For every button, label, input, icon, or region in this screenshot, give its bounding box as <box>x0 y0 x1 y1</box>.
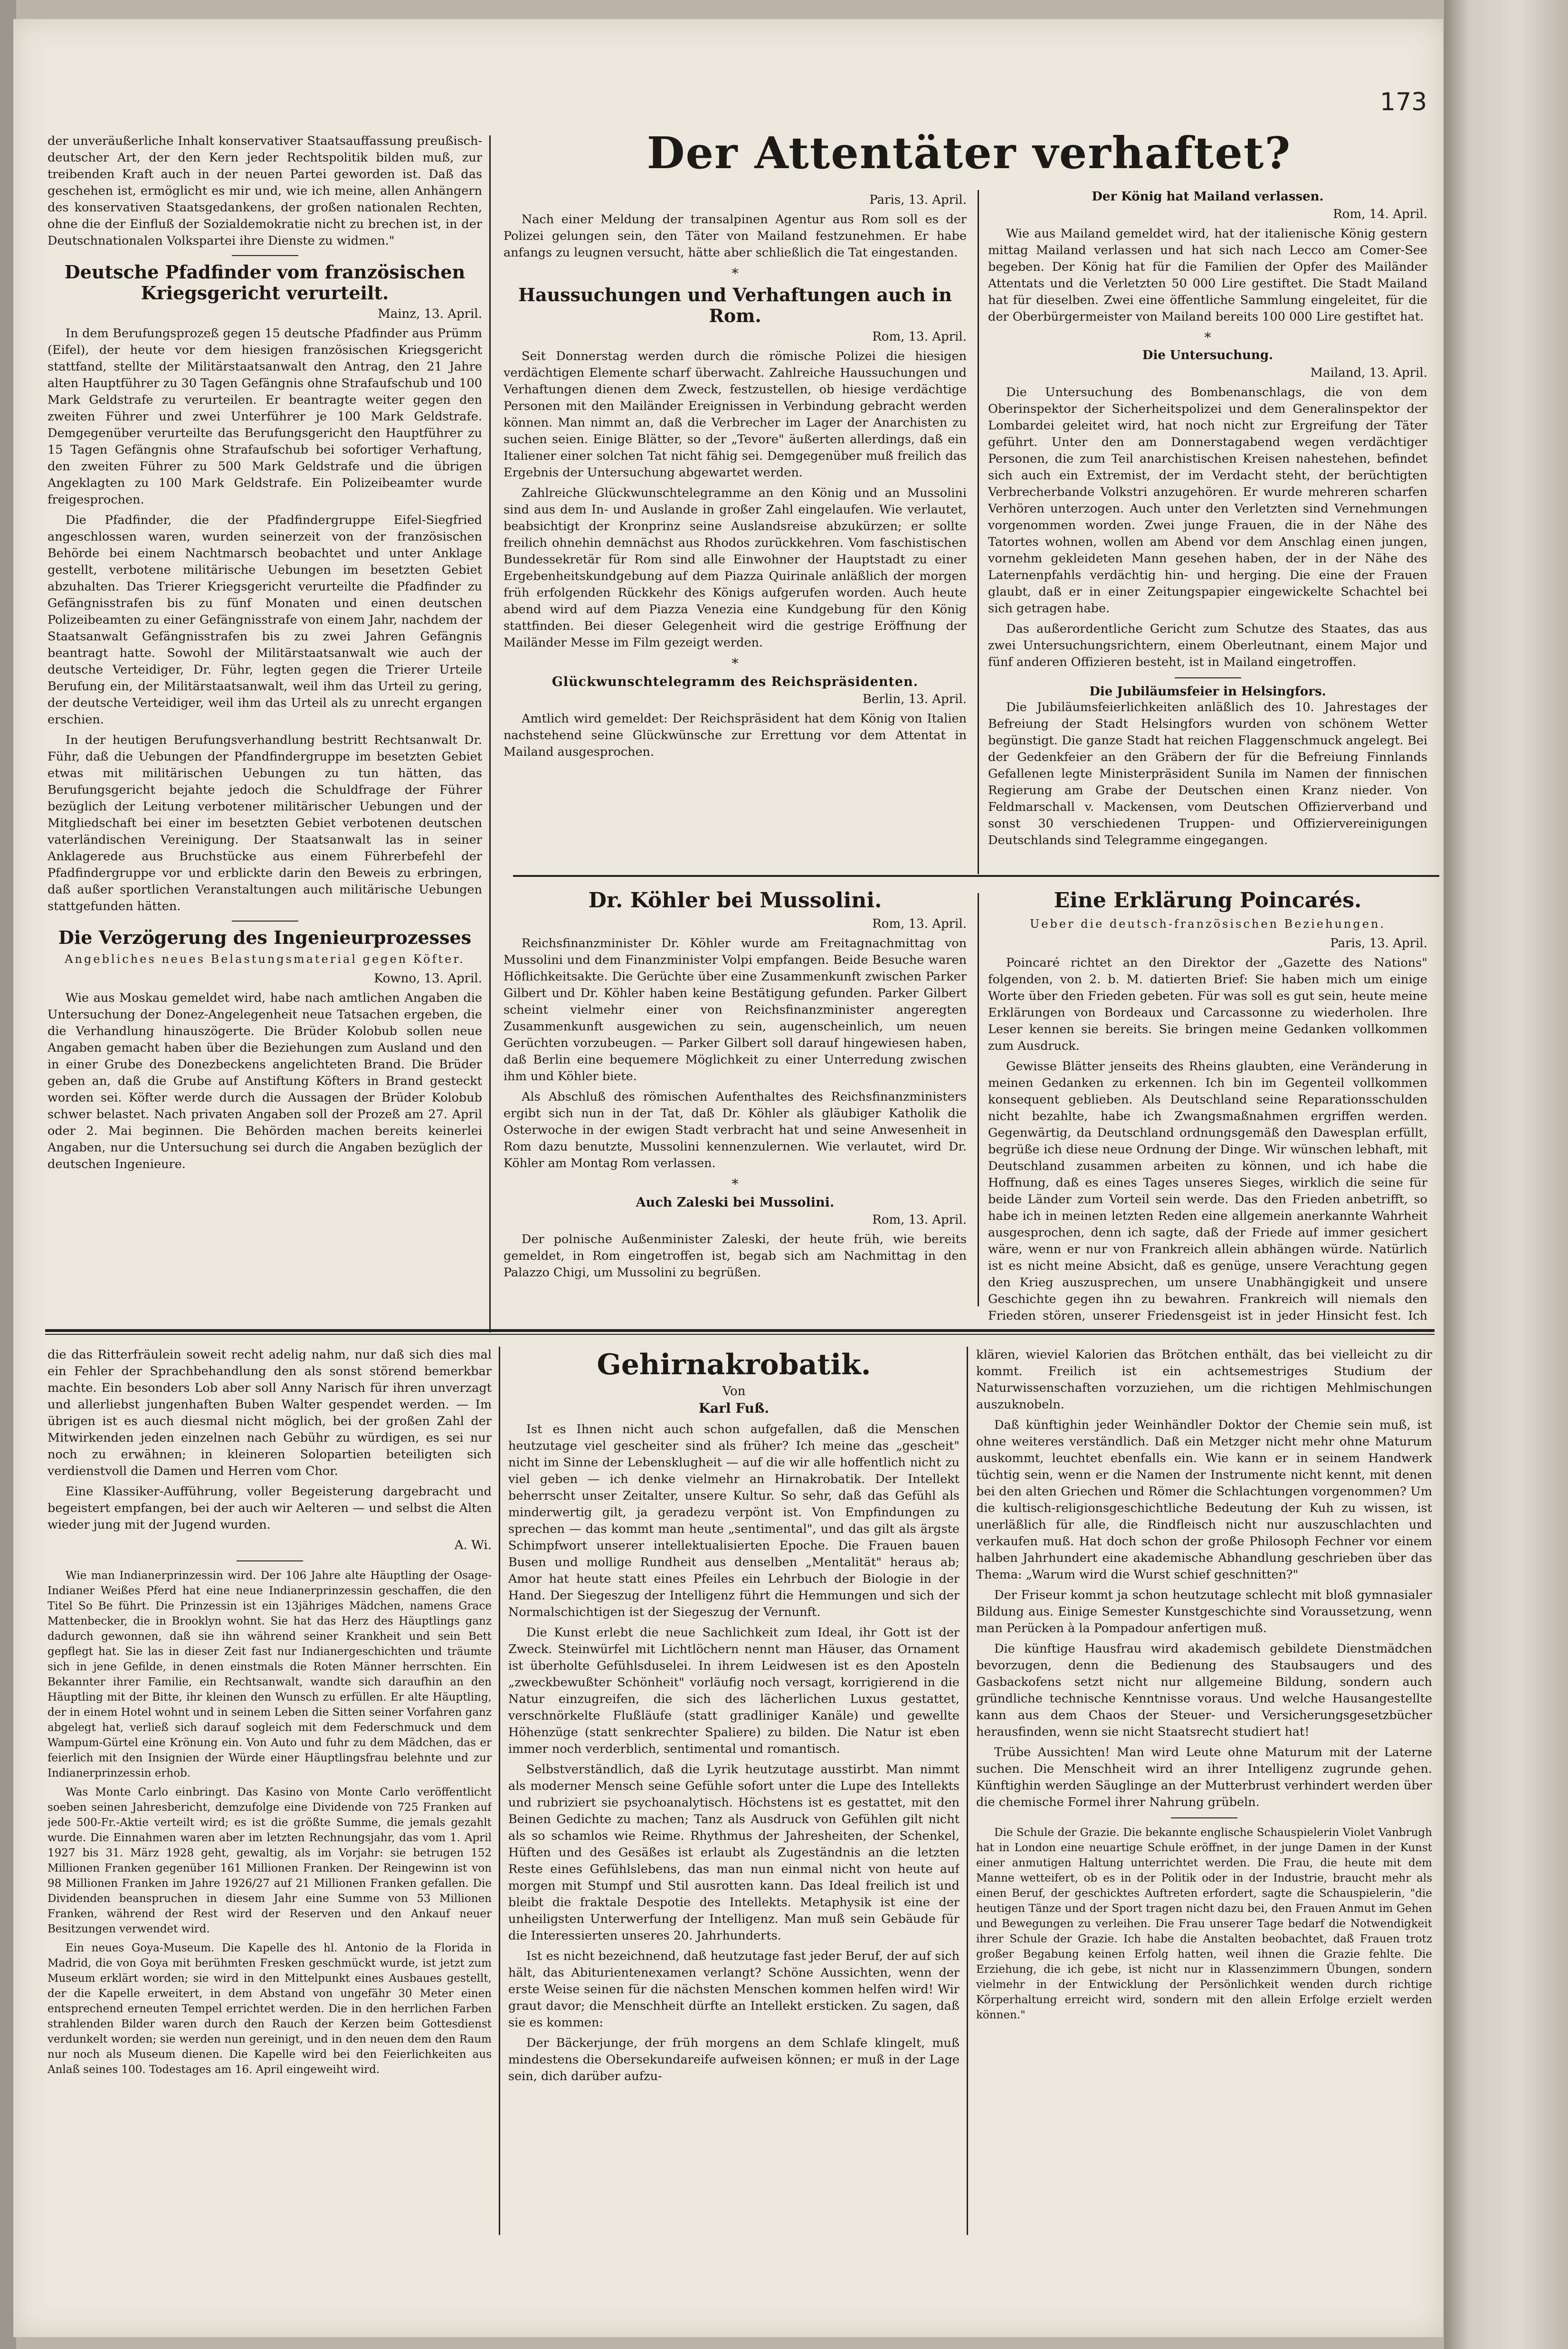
paragraph: Ist es Ihnen nicht auch schon aufgefallen, daß die Menschen heutzutage viel gescheiter sind als früher? Ich meine das „gescheit" nicht im Sinne der Lebensklugheit — auf die wir alle hoffentlich nicht zu viel geben — ich denke vielmehr an Hirnakrobatik. Der Intellekt beherrscht unser Zeitalter, unsere Kultur. So sehr, daß das Gefühl als minderwertig gilt, ja geradezu verpönt ist. Von Empfindungen zu sprechen — das kommt man heute „sentimental", und das gilt als ärgste Schimpfwort unserer intellektualisierten Epoche. Die Frauen bauen Busen und mollige Rundheit aus denselben „Mentalität" heraus ab; Amor hat heute statt eines Pfeiles ein Lehrbuch der Biologie in der Hand. Der Siegeszug der Intelligenz führt die Hemmungen und sich der Normalschichtigen ist der Siegeszug der Vernunft. <box>508 1422 960 1619</box>
dateline: Mailand, 13. April. <box>1310 365 1427 380</box>
paragraph: Das außerordentliche Gericht zum Schutze des Staates, das aus zwei Untersuchungsrichtern, einem Oberleutnant, einem Major und fünf anderen Offizieren besteht, ist in Mailand eingetroffen. <box>988 621 1427 669</box>
byline-von: Von <box>722 1384 746 1398</box>
article-subtitle: Ueber die deutsch-französischen Beziehungen. <box>1029 917 1386 931</box>
paragraph: In dem Berufungsprozeß gegen 15 deutsche Pfadfinder aus Prümm (Eifel), der heute vor dem hiesigen französischen Kriegsgericht stattfand, stellte der Militärstaatsanwalt den Antrag, den 21 Jahre alten Hauptführer zu 30 Tagen Gefängnis ohne Strafaufschub und 100 Mark Geldstrafe zu verurteilen. Er beantragte weiter gegen den zweiten Führer und zwei Unterführer je 100 Mark Geldstrafe. Demgegenüber verurteilte das Berufungsgericht den Hauptführer zu 15 Tagen Gefängnis ohne Strafaufschub bei sofortiger Verhaftung, den zweiten Führer zu 500 Mark Geldstrafe und die übrigen Angeklagten zu 100 Mark Geldstrafe. Ein Polizeibeamter wurde freigesprochen. <box>48 326 482 507</box>
left-column <box>48 133 482 1328</box>
paragraph: In der heutigen Berufungsverhandlung bestritt Rechtsanwalt Dr. Führ, daß die Uebungen der Pfandfindergruppe im besetzten Gebiet etwas mit militärischen Uebungen zu tun hätten, das Berufungsgericht bejahte jedoch die Schuldfrage der Führer bezüglich der Leitung verbotener militärischer Uebungen und der Mitgliedschaft bei einer im besetzten Gebiet verbotenen deutschen vaterländischen Vereinigung. Der Staatsanwalt las in seiner Anklagerede aus Bruchstücke aus einem Führerbefehl der Pfadfindergruppe vor und erblickte darin den Beweis zu erbringen, daß außer sportlichen Veranstaltungen auch militärische Uebungen stattgefunden hätten. <box>48 733 482 914</box>
dateline: Rom, 14. April. <box>1333 207 1427 221</box>
news-item: Wie man Indianerprinzessin wird. Der 106 Jahre alte Häuptling der Osage-Indianer Weißes Pferd hat eine neue Indianerprinzessin geschaffen, die den Titel So Be führt. Die Prinzessin ist ein 13jähriges Mädchen, namens Grace Mattenbecker, die in Brooklyn wohnt. Sie hat das Herz des Häuptlings ganz dadurch gewonnen, daß sie ihn während seiner Krankheit und sein Bett gepflegt hat. Sie las in dieser Zeit fast nur Indianergeschichten und träumte sich in jene Gefilde, in denen einstmals die Roten Männer herrschten. Ein Bekannter ihrer Familie, ein Rechtsanwalt, wandte sich daraufhin an den Häuptling mit der Bitte, ihr kleinen den Wunsch zu erfüllen. Er alte Häuptling, der in einem Hotel wohnt und in seinem Leben die Sitten seiner Vorfahren ganz abgelegt hat, verließ sich darauf sogleich mit dem Federschmuck und dem Wampum-Gürtel eine Krönung ein. Von Auto und fuhr zu dem Mädchen, das er feierlich mit den Insignien der Würde einer Häuptlingsfrau belehnte und zur Indianerprinzessin erhob. <box>48 1569 492 1779</box>
paragraph: Amtlich wird gemeldet: Der Reichspräsident hat dem König von Italien nachstehend seine Glückwünsche zur Errettung vor dem Attentat in Mailand ausgesprochen. <box>504 712 967 760</box>
attentat-right-column <box>988 190 1427 865</box>
column-rule <box>978 893 979 1306</box>
subheading-zaleski: Auch Zaleski bei Mussolini. <box>636 1195 835 1210</box>
news-item: Die Schule der Grazie. Die bekannte englische Schauspielerin Violet Vanbrugh hat in London eine neuartige Schule eröffnet, in der junge Damen in der Kunst einer anmutigen Haltung unterrichtet werden. Die Frau, die heute mit dem Manne wetteifert, ob es in der Politik oder in der Industrie, braucht mehr als einen Beruf, der geschicktes Auftreten erfordert, sagte die Schauspielerin, "die heutigen Tänze und der Sport tragen nicht dazu bei, den Frauen Anmut im Gehen und Bewegungen zu verleihen. Die Frau unserer Tage bedarf die Notwendigkeit ihrer Schule der Grazie. Ich habe die Anstalten beobachtet, daß Frauen trotz großer Begabung keinen Erfolg hatten, weil ihnen die Grazie fehlte. Die Erziehung, die ich gebe, ist nicht nur in Klassenzimmern Übungen, sondern vielmehr in der Entwicklung der Persönlichkeit wenden durch richtige Körperhaltung erreicht wird, sondern mit den allein Erfolge erzielt werden können." <box>976 1826 1432 2021</box>
article-title-ingenieur: Die Verzögerung des Ingenieurprozesses <box>58 927 472 949</box>
dateline: Berlin, 13. April. <box>862 692 967 707</box>
paragraph: Nach einer Meldung der transalpinen Agentur aus Rom soll es der Polizei gelungen sein, den Täter von Mailand festzunehmen. Er habe anfangs zu leugnen versucht, hätte aber schließlich die Tat eingestanden. <box>504 212 967 260</box>
paragraph: Poincaré richtet an den Direktor der „Gazette des Nations" folgenden, von 2. b. M. datierten Brief: Sie haben mich um einige Worte über den Frieden gebeten. Für was soll es gut sein, heute meine Erklärungen von Bordeaux und Carcassonne zu wiederholen. Ihre Leser kennen sie bereits. Sie bringen meine Gedanken vollkommen zum Ausdruck. <box>988 955 1427 1053</box>
separator-star: * <box>732 1176 739 1192</box>
dateline: Rom, 13. April. <box>872 1212 967 1227</box>
paragraph: Trübe Aussichten! Man wird Leute ohne Maturum mit der Laterne suchen. Die Menschheit wird an ihrer Intelligenz zugrunde gehen. Künftighin werden Säuglinge an der Mutterbrust verhindert werden über die chemische Formel ihrer Nahrung grübeln. <box>976 1745 1432 1809</box>
paragraph: Selbstverständlich, daß die Lyrik heutzutage ausstirbt. Man nimmt als moderner Mensch seine Gefühle sofort unter die Lupe des Intellekts und rubriziert sie psychoanalytisch. Höchstens ist es gestattet, mit den Beinen Gedichte zu machen; Tanz als Ausdruck von Gefühlen gilt nicht als so schamlos wie Reime. Rhythmus der Jahresheiten, der Schenkel, Hüften und des Gesäßes ist erlaubt als Zugeständnis an die letzten Reste eines Gefühlslebens, das man nun einmal nicht von heute auf morgen mit Stumpf und Stil ausrotten kann. Das Ideal freilich ist und bleibt die fraktale Despotie des Intellekts. Metaphysik ist eine der unheiligsten Unterwerfung der Intelligenz. Man muß sein Gebäude für die Interessierten unseres 20. Jahrhunderts. <box>508 1762 960 1943</box>
article-subtitle: Angebliches neues Belastungsmaterial gegen Köfter. <box>65 952 465 966</box>
section-rule <box>513 875 1439 877</box>
paragraph: Der Bäckerjunge, der früh morgens an dem Schlafe klingelt, muß mindestens die Obersekundareife aufweisen können; er muß in der Lage sein, dich darüber aufzu- <box>508 2036 960 2083</box>
column-rule <box>967 1347 968 2235</box>
paragraph: Der polnische Außenminister Zaleski, der heute früh, wie bereits gemeldet, in Rom eingetroffen ist, begab sich am Nachmittag in den Palazzo Chigi, um Mussolini zu begrüßen. <box>504 1232 967 1280</box>
paragraph: Die Untersuchung des Bombenanschlags, die von dem Oberinspektor der Sicherheitspolizei und dem Generalinspektor der Lombardei geleitet wird, hat noch nicht zur Ergreifung der Täter geführt. Unter den am Donnerstagabend wegen verdächtiger Personen, die zum Teil anarchistischen Kreisen nahestehen, befindet sich auch ein Extremist, der im Verdacht steht, der berüchtigten Verbrecherbande Volkstri anzugehören. Er wurde mehreren scharfen Verhören unterzogen. Auch unter den Verletzten sind Vernehmungen vorgenommen worden. Zwei junge Frauen, die in der Nähe des Tatortes wohnen, wollen am Abend vor dem Anschlag einen jungen, vornehm gekleideten Mann gesehen haben, der in der Nähe des Laternenpfahls verdächtig hin- und herging. Die eine der Frauen glaubt, daß er in einer Zeitungspapier eingewickelte Schachtel bei sich getragen habe. <box>988 385 1427 616</box>
paragraph: Der Friseur kommt ja schon heutzutage schlecht mit bloß gymnasialer Bildung aus. Einige Semester Kunstgeschichte sind Voraussetzung, wenn man Perücken à la Pompadour anfertigen muß. <box>976 1588 1432 1636</box>
news-item: Was Monte Carlo einbringt. Das Kasino von Monte Carlo veröffentlicht soeben seinen Jahresbericht, demzufolge eine Dividende von 725 Franken auf jede 500-Fr.-Aktie verteilt wird; es ist die größte Summe, die jemals gezahlt wurde. Die Einnahmen waren aber im letzten Rechnungsjahr, das vom 1. April 1927 bis 31. März 1928 geht, gewaltig, als im Vorjahr: sie betrugen 152 Millionen Franken gegenüber 161 Millionen Franken. Der Reingewinn ist von 98 Millionen Franken im Jahre 1926/27 auf 21 Millionen Franken gefallen. Die Dividenden beanspruchen in diesem Jahr eine Summe von 53 Millionen Franken, während der Rest wird der Reserven und den Ankauf neuer Besitzungen verwendet wird. <box>48 1786 492 1935</box>
article-title-poincare: Eine Erklärung Poincarés. <box>1054 888 1362 913</box>
paragraph: die das Ritterfräulein soweit recht adelig nahm, nur daß sich dies mal ein Fehler der Sprachbehandlung den als sonst störend bemerkbar machte. Ein besonders Lob aber soll Anny Narisch für ihren unverzagt und allerliebst jungenhaften Buben Walter gespendet werden. — Im übrigen ist es auch diesmal nicht möglich, bei der großen Zahl der Mitwirkenden jeden einzelnen nach Gebühr zu würdigen, es sei nur noch zu erwähnen; in kleineren Solopartien beteiligten sich verdienstvoll die Damen und Herren vom Chor. <box>48 1348 492 1478</box>
signature: A. Wi. <box>454 1538 492 1552</box>
page-edge-stack <box>1444 0 1568 2349</box>
paragraph: Gewisse Blätter jenseits des Rheins glaubten, eine Veränderung in meinen Gedanken zu erkennen. Ich bin im Gegenteil vollkommen konsequent geblieben. Als Deutschland seine Reparationsschulden nicht bezahlte, habe ich Zwangsmaßnahmen ergriffen werden. Gegenwärtig, da Deutschland ordnungsgemäß den Dawesplan erfüllt, begrüße ich diese neue Ordnung der Dinge. Wir wünschen lebhaft, mit Deutschland zusammen arbeiten zu können, und ich habe die Hoffnung, daß es eines Tages unseres Sieges, wirklich die seine für beide Länder zum Vorteil sein werde. Das den Frieden anbetrifft, so habe ich in meinen letzten Reden eine allgemein anerkannte Wahrheit ausgesprochen, denn ich sagte, daß der Friede auf immer gesichert wäre, wenn er nur von Frankreich allein abhängen würde. Natürlich ist es nicht meine Absicht, daß es genüge, unsere Verachtung gegen den Krieg auszusprechen, um unsere Unabhängigkeit und unsere Geschichte gegen ihn zu bewahren. Frankreich will niemals den Frieden stören, unserer Friedensgeist ist in jeder Hinsicht fest. Ich <box>988 1059 1427 1323</box>
short-rule <box>232 255 298 256</box>
article-title-pfadfinder: Deutsche Pfadfinder vom französischen Kriegsgericht verurteilt. <box>64 261 466 304</box>
intro-text: der unveräußerliche Inhalt konservativer Staatsauffassung preußisch-deutscher Art, der den Kern jeder Rechtspolitik bilden muß, zur treibenden Kraft auch in der neuen Partei geworden ist. Daß das geschehen ist, ermöglicht es mir und, wie ich meine, allen Anhängern des konservativen Staatsgedankens, der großen nationalen Rechten, ohne die der Einfluß der Sozialdemokratie nicht zu brechen ist, in der Deutschnationalen Volkspartei ihre Dienste zu widmen." <box>48 134 482 248</box>
attentat-middle-column <box>504 190 967 865</box>
column-rule <box>489 135 491 1332</box>
dateline: Rom, 13. April. <box>872 916 967 931</box>
subheading-helsingfors: Die Jubiläumsfeier in Helsingfors. <box>1089 684 1326 699</box>
subheading-koenig: Der König hat Mailand verlassen. <box>1092 190 1324 204</box>
paragraph: klären, wieviel Kalorien das Brötchen enthält, das bei vielleicht zu dir kommt. Freilich ist ein achtsemestriges Studium der Naturwissenschaften vorzuziehen, um die richtigen Mehlmischungen auszuknobeln. <box>976 1348 1432 1412</box>
paragraph: Die Kunst erlebt die neue Sachlichkeit zum Ideal, ihr Gott ist der Zweck. Steinwürfel mit Lichtlöchern nennt man Häuser, das Ornament ist überholte Gefühlsduselei. In ihrem Leidwesen ist es den Aposteln „zweckbewußter Schönheit" vorläufig noch versagt, korrigierend in die Natur einzugreifen, die sich des lächerlichen Luxus gestattet, verschnörkelte Flußläufe (statt gradliniger Kanäle) und gewellte Höhenzüge (statt senkrechter Spaliere) zu bilden. Die Natur ist eben immer noch verderblich, sentimental und romantisch. <box>508 1626 960 1756</box>
dateline: Paris, 13. April. <box>1330 936 1427 951</box>
paragraph: Zahlreiche Glückwunschtelegramme an den König und an Mussolini sind aus dem In- und Auslande in großer Zahl eingelaufen. Wie verlautet, beabsichtigt der Kronprinz seine Auslandsreise abzukürzen; er sollte freilich ohnehin demnächst aus Rhodos zurückkehren. Vom faschistischen Bundessekretär für Rom sind alle Einwohner der Hauptstadt zu einer Ergebenheitskundgebung auf dem Piazza Quirinale anläßlich der morgen früh erfolgenden Rückkehr des Königs aufgerufen worden. Auch heute abend wird auf dem Piazza Venezia eine Kundgebung für den König stattfinden. Bei dieser Gelegenheit wird die gestrige Eröffnung der Mailänder Messe im Film gezeigt werden. <box>504 486 967 650</box>
short-rule <box>1175 677 1241 678</box>
separator-star: * <box>1204 329 1211 345</box>
feuilleton-title: Gehirnakrobatik. <box>597 1348 871 1381</box>
subheading-untersuchung: Die Untersuchung. <box>1142 348 1273 362</box>
dateline: Paris, 13. April. <box>869 193 967 207</box>
column-rule <box>978 190 979 874</box>
separator-star: * <box>732 656 739 672</box>
short-rule <box>237 1560 303 1561</box>
paragraph: Eine Klassiker-Aufführung, voller Begeisterung dargebracht und begeistert empfangen, bei der auch wir Aelteren — und selbst die Alten wieder jung mit der Jugend wurden. <box>48 1484 492 1532</box>
feuilleton-rule <box>45 1329 1435 1332</box>
short-rule <box>1171 1817 1237 1818</box>
main-headline: Der Attentäter verhaftet? <box>646 128 1292 179</box>
paragraph: Wie aus Moskau gemeldet wird, habe nach amtlichen Angaben die Untersuchung der Donez-Angelegenheit neue Tatsachen ergeben, die die Verhandlung hinauszögerte. Die Brüder Kolobub sollen neue Angaben gemacht haben über die Beziehungen zum Ausland und den in einer Grube des Donezbeckens angelichteten Brand. Die Brüder geben an, daß die Grube auf Anstiftung Köfters in Brand gesteckt worden sei. Köfter werde durch die Aussagen der Brüder Kolobub schwer belastet. Nach privaten Angaben soll der Prozeß am 27. April oder 2. Mai beginnen. Die Behörden machen bereits keinerlei Angaben, nur die Untersuchung sei durch die Angaben bezüglich der deutschen Ingenieure. <box>48 991 482 1172</box>
dateline: Rom, 13. April. <box>872 330 967 344</box>
paragraph: Seit Donnerstag werden durch die römische Polizei die hiesigen verdächtigen Elemente scharf überwacht. Zahlreiche Haussuchungen und Verhaftungen dienen dem Zweck, festzustellen, ob hiesige verdächtige Personen mit den Mailänder Ereignissen in Verbindung gebracht werden können. Man nimmt an, daß die Verbrecher im Lager der Anarchisten zu suchen seien. Einige Blätter, so der „Tevore" äußerten allerdings, daß ein Italiener einer solchen Tat nicht fähig sei. Demgegenüber muß freilich das Ergebnis der Untersuchung abgewartet werden. <box>504 349 967 480</box>
paragraph: Reichsfinanzminister Dr. Köhler wurde am Freitagnachmittag von Mussolini und dem Finanzminister Volpi empfangen. Beide Besuche waren Höflichkeitsakte. Die Gerüchte über eine Zusammenkunft zwischen Parker Gilbert und Dr. Köhler haben keine Bestätigung gefunden. Parker Gilbert scheint vielmehr einer von Reichsfinanzminister angeregten Zusammenkunft ausgewichen zu sein, augenscheinlich, um neuen Gerüchten vorzubeugen. — Parker Gilbert soll darauf hingewiesen haben, daß Berlin eine bequemere Möglichkeit zu einer Unterredung zwischen ihm und Köhler biete. <box>504 936 967 1084</box>
paragraph: Daß künftighin jeder Weinhändler Doktor der Chemie sein muß, ist ohne weiteres verständlich. Daß ein Metzger nicht mehr ohne Maturum auskommt, leuchtet ebenfalls ein. Wie kann er in seinem Handwerk tüchtig sein, wenn er die Namen der Instrumente nicht kennt, mit denen bei den alten Griechen und Römer die Schlachtungen vorgenommen? Um die kultisch-religionsgeschichtliche Bedeutung der Kuh zu wissen, ist unerläßlich für alle, die Rindfleisch nicht nur auszuschlachten und verkaufen muß. Hat doch schon der große Philosoph Fechner vor einem halben Jahrhundert eine akademische Abhandlung geschrieben über das Thema: „Warum wird die Wurst schief geschnitten?" <box>976 1418 1432 1582</box>
dateline: Kowno, 13. April. <box>374 971 482 986</box>
paragraph: Die künftige Hausfrau wird akademisch gebildete Dienstmädchen bevorzugen, denn die Bedienung des Staubsaugers und des Gasbackofens setzt nicht nur allgemeine Bildung, sondern auch gründliche technische Kenntnisse voraus. Und welche Hausangestellte kann aus dem Chaos der Steuer- und Versicherungsgesetzbücher herausfinden, wenn sie nicht Staatsrecht studiert hat! <box>976 1642 1432 1739</box>
subheading-haussuchungen: Haussuchungen und Verhaftungen auch in Rom. <box>518 284 952 326</box>
paragraph: Ist es nicht bezeichnend, daß heutzutage fast jeder Beruf, der auf sich hält, das Abiturientenexamen verlangt? Schöne Aussichten, wenn der erste Weise seinen für die nächsten Menschen kommen helfen wird! Wir graut davor; die Menschheit dürfte an Intellekt ersticken. Zu sagen, daß sie es kommen: <box>508 1949 960 2030</box>
separator-star: * <box>732 266 739 281</box>
paragraph: Die Jubiläumsfeierlichkeiten anläßlich des 10. Jahrestages der Befreiung der Stadt Helsingfors wurden von schönem Wetter begünstigt. Die ganze Stadt hat reichen Flaggenschmuck angelegt. Bei der Gedenkfeier an den Gräbern der für die Befreiung Finnlands Gefallenen legte Ministerpräsident Sunila im Namen der finnischen Regierung am Grabe der Deutschen einen Kranz nieder. Von Feldmarschall v. Mackensen, vom Deutschen Offizierverband und sonst 30 verschiedenen Truppen- und Offiziervereinigungen Deutschlands sind Telegramme eingegangen. <box>988 700 1427 847</box>
feuilleton-rule-thin <box>45 1334 1435 1335</box>
page-number: 173 <box>1380 88 1427 116</box>
dateline: Mainz, 13. April. <box>378 307 482 322</box>
author-name: Karl Fuß. <box>698 1400 770 1416</box>
short-rule <box>232 921 298 922</box>
paragraph: Die Pfadfinder, die der Pfadfindergruppe Eifel-Siegfried angeschlossen waren, wurden seinerzeit von der französischen Behörde bei einem Nachtmarsch beobachtet und unter Anklage gestellt, verbotene militärische Uebungen im besetzten Gebiet abzuhalten. Das Trierer Kriegsgericht verurteilte die Pfadfinder zu Gefängnisstrafen bis zu fünf Monaten und einen deutschen Polizeibeamten zu einer Gefängnisstrafe von einem Jahr, nachdem der Staatsanwalt Gefängnisstrafen bis zu zwei Jahren Gefängnis beantragt hatte. Sowohl der Militärstaatsanwalt wie auch der deutsche Verteidiger, Dr. Führ, legten gegen die Trierer Urteile Berufung ein, der Militärstaatsanwalt, weil ihm das Urteil zu gering, der deutsche Verteidiger, weil ihm das Urteil als zu unrecht ergangen erschien. <box>48 513 482 727</box>
column-rule <box>499 1347 500 2235</box>
subheading-gluckwunsch: Glückwunschtelegramm des Reichspräsidenten. <box>551 675 919 690</box>
poincare-article <box>988 886 1427 1323</box>
koehler-article <box>504 886 967 1323</box>
article-title-koehler: Dr. Köhler bei Mussolini. <box>588 888 882 913</box>
paragraph: Als Abschluß des römischen Aufenthaltes des Reichsfinanzministers ergibt sich nun in der Tat, daß Dr. Köhler als gläubiger Katholik die Osterwoche in der ewigen Stadt verbracht hat und seine Anwesenheit in Rom dazu benutzte, Mussolini kennenzulernen. Wie verlautet, wird Dr. Köhler am Montag Rom verlassen. <box>504 1089 967 1170</box>
news-item: Ein neues Goya-Museum. Die Kapelle des hl. Antonio de la Florida in Madrid, die von Goya mit berühmten Fresken geschmückt wurde, ist jetzt zum Museum erklärt worden; sie wird in den Mittelpunkt eines Ausbaues gestellt, der die Kapelle erweitert, in dem Abstand von ungefähr 30 Meter einen entsprechend erneuten Tempel errichtet werden. Die in den herrlichen Farben strahlenden Bilder waren durch den Rauch der Kerzen beim Gottesdienst verdunkelt worden; sie werden nun gereinigt, und in den neuen dem den Raum nur noch als Museum dienen. Die Kapelle wird bei den Feierlichkeiten aus Anlaß seines 100. Todestages am 16. April eingeweiht wird. <box>48 1942 492 2076</box>
feuilleton-middle-column <box>508 1347 960 2235</box>
feuilleton-left-column <box>48 1347 492 2235</box>
paragraph: Wie aus Mailand gemeldet wird, hat der italienische König gestern mittag Mailand verlassen und hat sich nach Lecco am Comer-See begeben. Der König hat für die Familien der Opfer des Mailänder Attentats und die Verletzten 50 000 Lire gestiftet. Die Stadt Mailand hat für dieselben. Zwei eine öffentliche Sammlung eingeleitet, für die der Oberbürgermeister von Mailand bereits 100 000 Lire gestiftet hat. <box>988 226 1427 324</box>
feuilleton-right-column <box>976 1347 1432 2235</box>
